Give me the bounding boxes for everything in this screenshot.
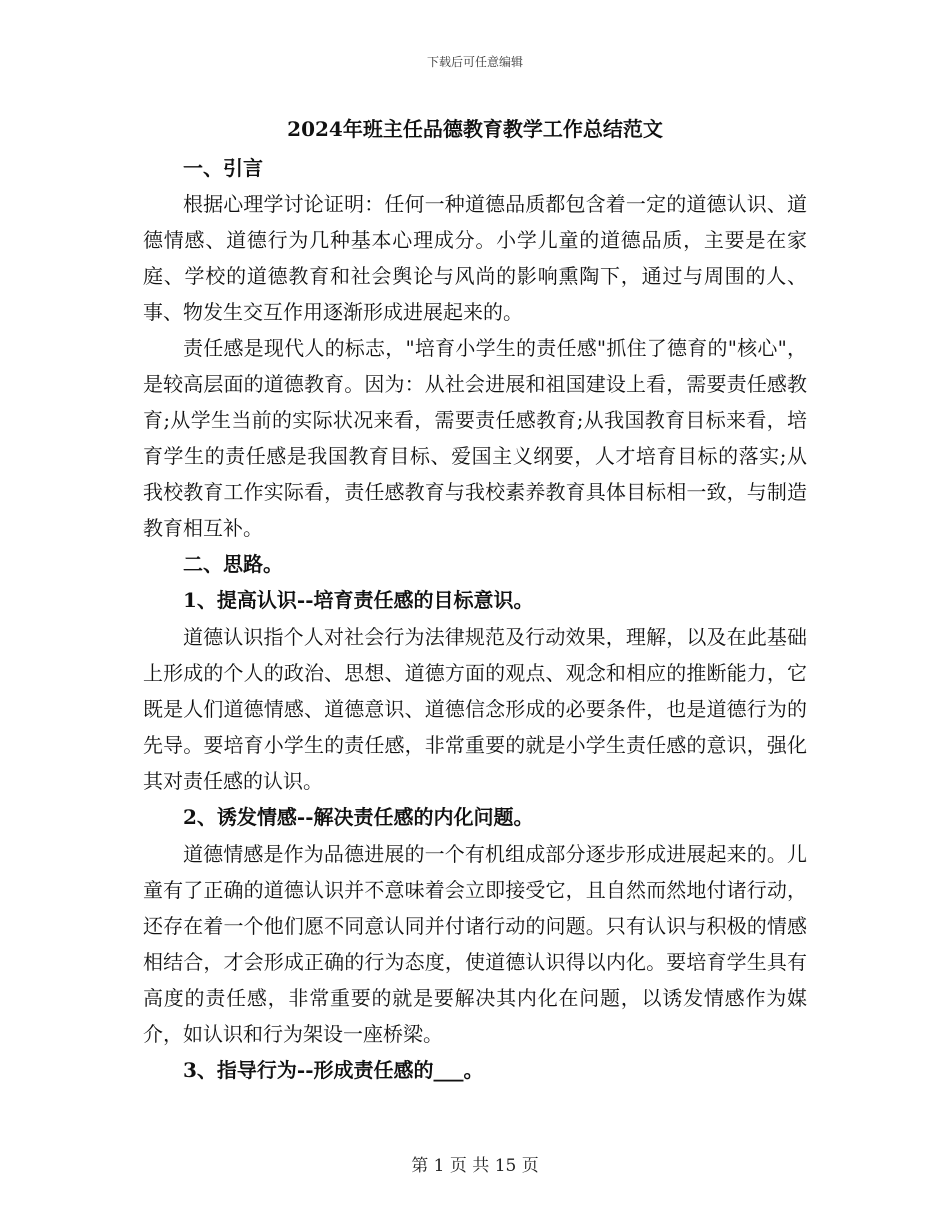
document-content — [143, 114, 807, 1088]
paragraph-item-2: 道德情感是作为品德进展的一个有机组成部分逐步形成进展起来的。儿童有了正确的道德认识并不意味着会立即接受它，且自然而然地付诸行动，还存在着一个他们愿不同意认同并付诸行动的问题。只有认识与积极的情感相结合，才会形成正确的行为态度，使道德认识得以内化。要培育学生具有高度的责任感，非常重要的就是要解决其内化在问题，以诱发情感作为媒介，如认识和行为架设一座桥梁。 — [143, 842, 807, 1046]
section-heading-intro: 一、引言 — [183, 156, 263, 180]
header-note: 下载后可任意编辑 — [426, 55, 523, 69]
paragraph-intro-1: 根据心理学讨论证明：任何一种道德品质都包含着一定的道德认识、道德情感、道德行为几种基本心理成分。小学儿童的道德品质，主要是在家庭、学校的道德教育和社会舆论与风尚的影响熏陶下，通过与周围的人、事、物发生交互作用逐渐形成进展起来的。 — [143, 192, 807, 324]
subheading-item-1: 1、提高认识--培育责任感的目标意识。 — [183, 588, 534, 612]
section-heading-ideas: 二、思路。 — [183, 552, 283, 576]
paragraph-item-1: 道德认识指个人对社会行为法律规范及行动效果，理解，以及在此基础上形成的个人的政治、思想、道德方面的观点、观念和相应的推断能力，它既是人们道德情感、道德意识、道德信念形成的必要条件，也是道德行为的先导。要培育小学生的责任感，非常重要的就是小学生责任感的意识，强化其对责任感的认识。 — [143, 625, 807, 793]
subheading-item-2: 2、诱发情感--解决责任感的内化问题。 — [183, 805, 534, 829]
page-number-footer: 第 1 页 共 15 页 — [411, 1156, 539, 1176]
paragraph-intro-2: 责任感是现代人的标志，"培育小学生的责任感"抓住了德育的"核心"，是较高层面的道德教育。因为：从社会进展和祖国建设上看，需要责任感教育;从学生当前的实际状况来看，需要责任感教育;从我国教育目标来看，培育学生的责任感是我国教育目标、爱国主义纲要，人才培育目标的落实;从我校教育工作实际看，责任感教育与我校素养教育具体目标相一致，与制造教育相互补。 — [143, 336, 807, 540]
document-title: 2024年班主任品德教育教学工作总结范文 — [287, 117, 663, 141]
subheading-item-3: 3、指导行为--形成责任感的___。 — [183, 1058, 484, 1082]
